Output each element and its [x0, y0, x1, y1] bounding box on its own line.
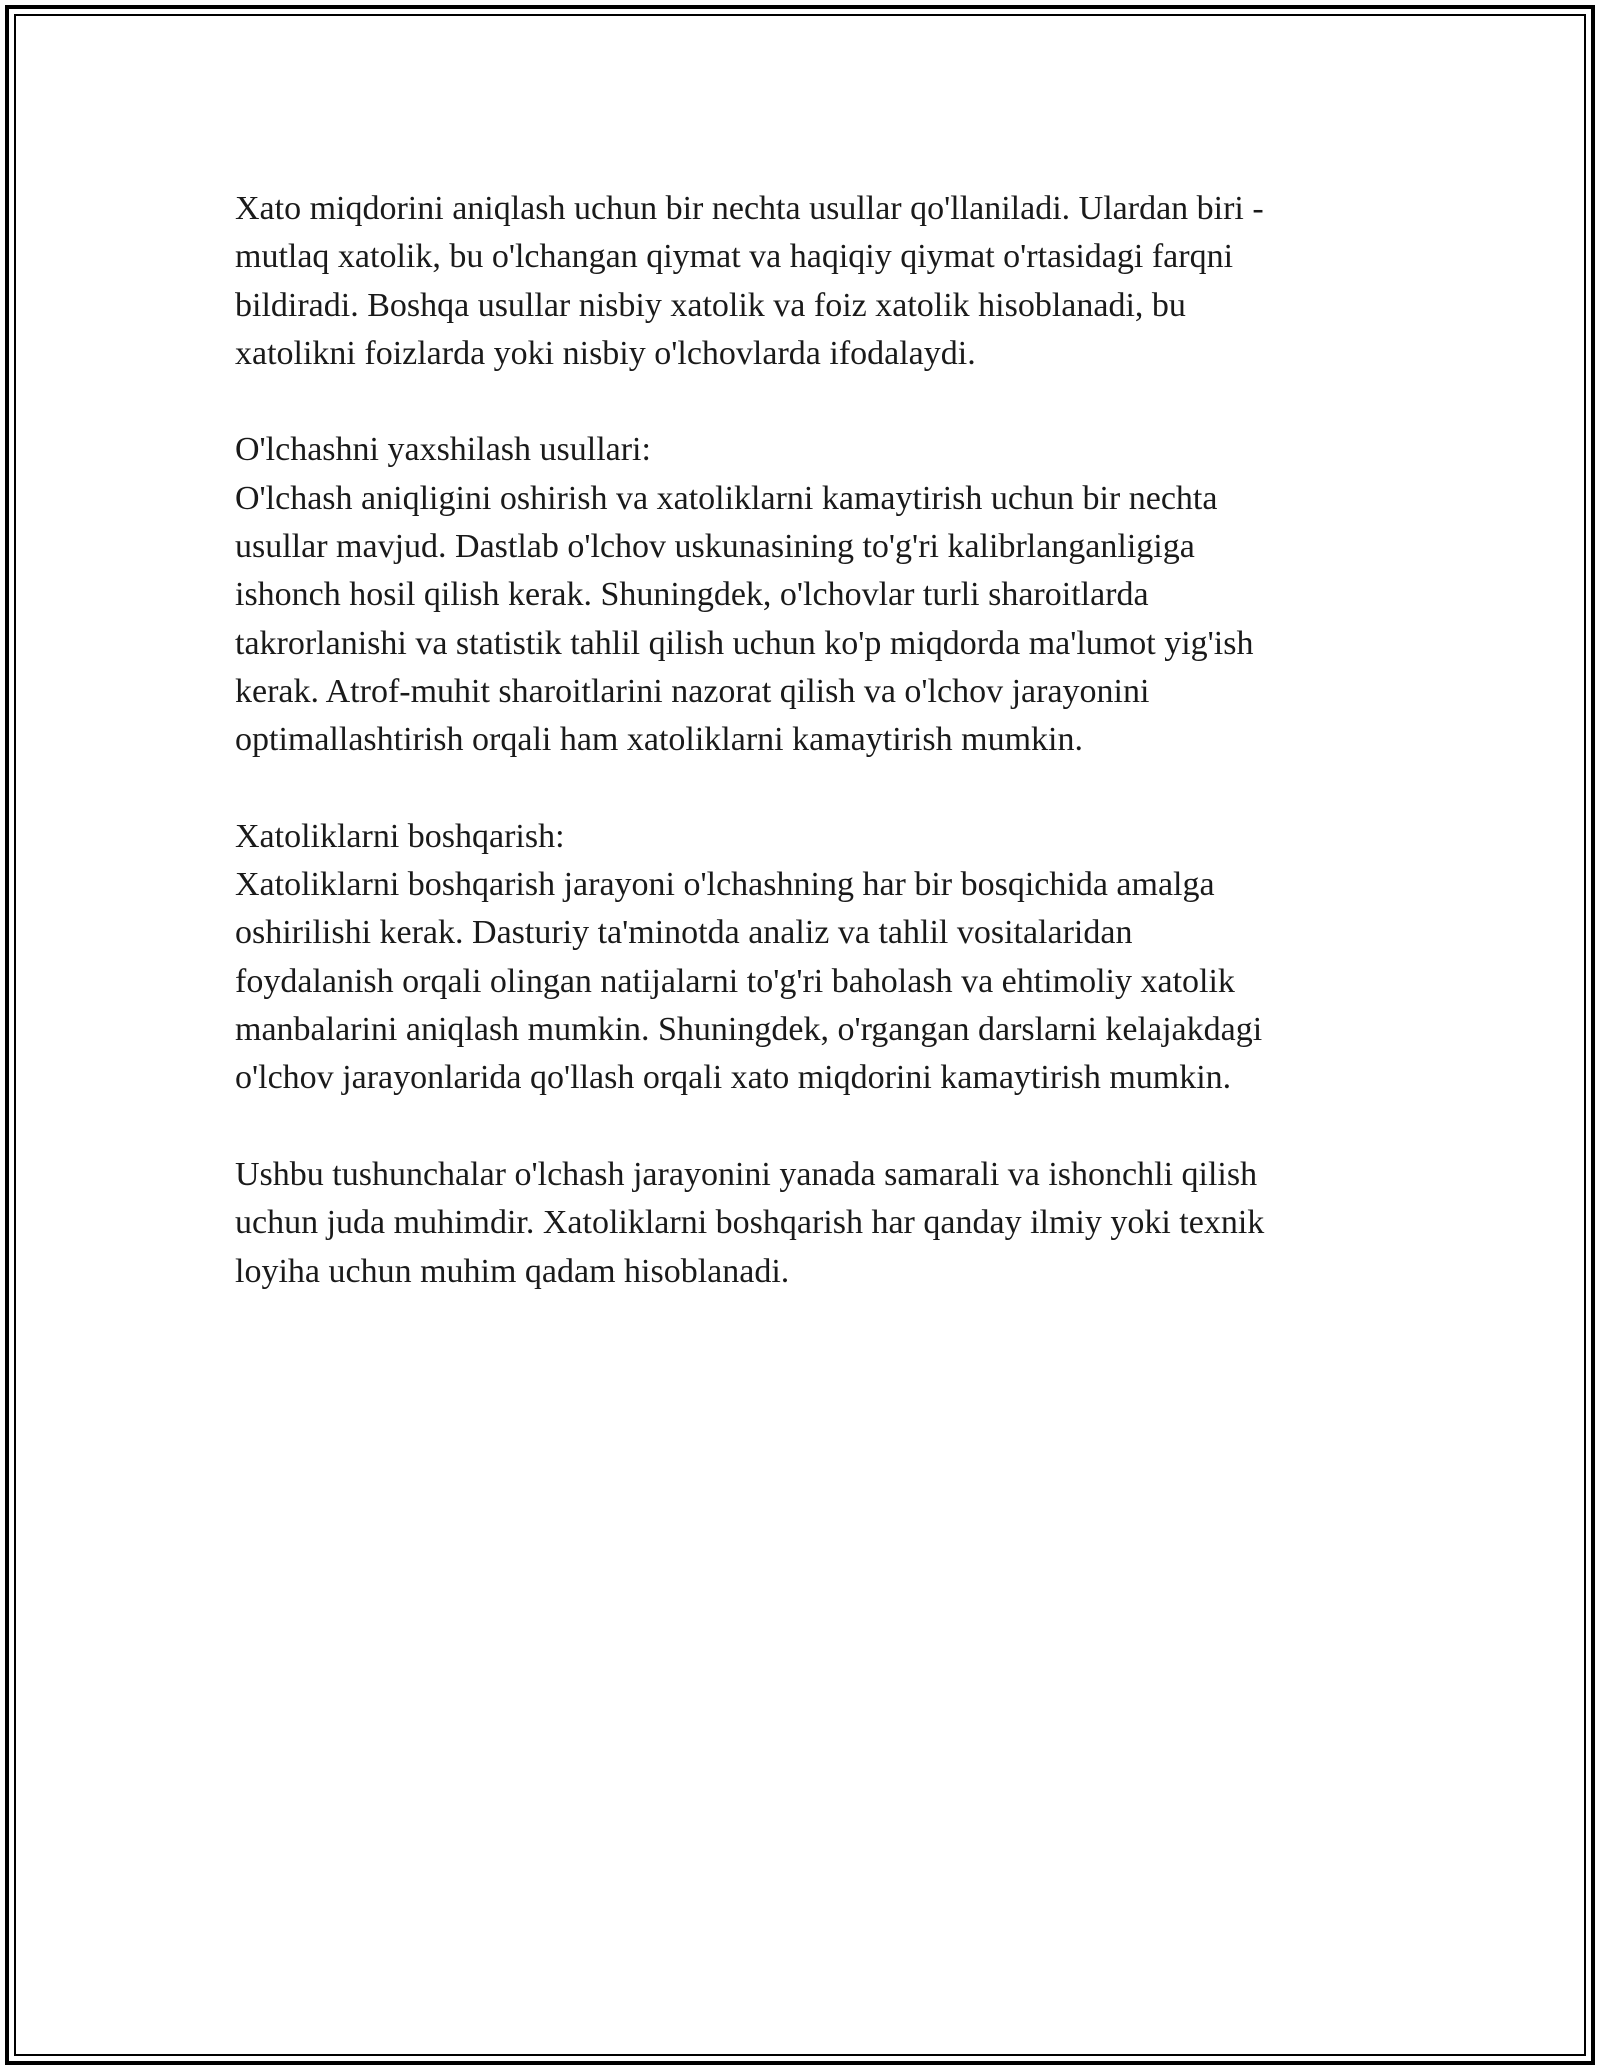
text-line: optimallashtirish orqali ham xatoliklarni kamaytirish mumkin.	[235, 721, 1083, 759]
text-line: bildiradi. Boshqa usullar nisbiy xatolik va foiz xatolik hisoblanadi, bu	[235, 286, 1186, 324]
text-line: usullar mavjud. Dastlab o'lchov uskunasining to'g'ri kalibrlanganligiga	[235, 528, 1195, 566]
text-line: takrorlanishi va statistik tahlil qilish uchun ko'p miqdorda ma'lumot yig'ish	[235, 624, 1254, 662]
text-line: oshirilishi kerak. Dasturiy ta'minotda analiz va tahlil vositalaridan	[235, 914, 1133, 952]
text-line: ishonch hosil qilish kerak. Shuningdek, o'lchovlar turli sharoitlarda	[235, 576, 1149, 614]
text-line: uchun juda muhimdir. Xatoliklarni boshqarish har qanday ilmiy yoki texnik	[235, 1204, 1265, 1242]
document-body	[235, 185, 1355, 1344]
text-line: O'lchash aniqligini oshirish va xatoliklarni kamaytirish uchun bir nechta	[235, 479, 1218, 517]
text-line: o'lchov jarayonlarida qo'llash orqali xato miqdorini kamaytirish mumkin.	[235, 1059, 1232, 1097]
text-line: Xatoliklarni boshqarish jarayoni o'lchashning har bir bosqichida amalga	[235, 866, 1215, 904]
section-heading: Xatoliklarni boshqarish:	[235, 817, 565, 855]
paragraph-conclusion	[235, 1151, 1355, 1296]
text-line: kerak. Atrof-muhit sharoitlarini nazorat qilish va o'lchov jarayonini	[235, 672, 1150, 710]
text-line: Ushbu tushunchalar o'lchash jarayonini yanada samarali va ishonchli qilish	[235, 1155, 1258, 1193]
text-line: foydalanish orqali olingan natijalarni to'g'ri baholash va ehtimoliy xatolik	[235, 962, 1235, 1000]
text-line: mutlaq xatolik, bu o'lchangan qiymat va haqiqiy qiymat o'rtasidagi farqni	[235, 238, 1234, 276]
paragraph-error-methods	[235, 185, 1355, 378]
text-line: xatolikni foizlarda yoki nisbiy o'lchovlarda ifodalaydi.	[235, 334, 976, 372]
section-heading: O'lchashni yaxshilash usullari:	[235, 431, 651, 469]
paragraph-error-management	[235, 813, 1355, 1103]
paragraph-improvement-methods	[235, 426, 1355, 764]
text-line: Xato miqdorini aniqlash uchun bir nechta usullar qo'llaniladi. Ulardan biri -	[235, 190, 1264, 227]
text-line: manbalarini aniqlash mumkin. Shuningdek, o'rgangan darslarni kelajakdagi	[235, 1011, 1263, 1049]
text-line: loyiha uchun muhim qadam hisoblanadi.	[235, 1252, 790, 1290]
